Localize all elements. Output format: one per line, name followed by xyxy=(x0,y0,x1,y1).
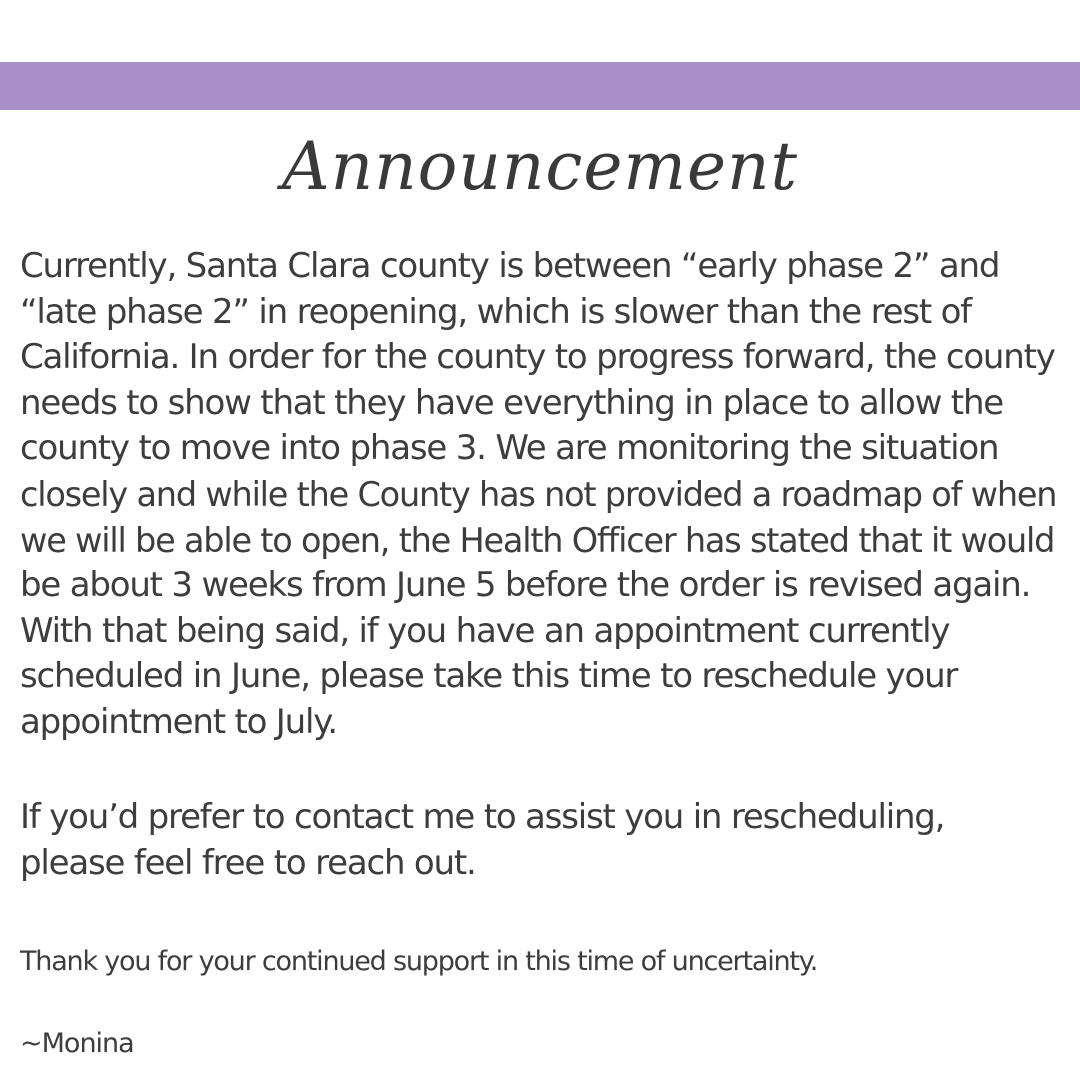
announcement-body xyxy=(20,244,1070,746)
body-line: be about 3 weeks from June 5 before the order is revised again. xyxy=(20,565,1031,606)
contact-line: please feel free to reach out. xyxy=(20,843,476,883)
announcement-title: Announcement xyxy=(281,128,799,205)
body-line: closely and while the County has not provided a roadmap of when xyxy=(20,474,1057,514)
body-line: “late phase 2” in reopening, which is slower than the rest of xyxy=(20,291,971,332)
body-line: scheduled in June, please take this time to reschedule your xyxy=(20,656,958,697)
body-line: we will be able to open, the Health Officer has stated that it would xyxy=(20,520,1055,560)
body-line: Currently, Santa Clara county is between “early phase 2” and xyxy=(20,246,1000,286)
contact-line: If you’d prefer to contact me to assist you in rescheduling, xyxy=(20,797,945,837)
body-line: county to move into phase 3. We are monitoring the situation xyxy=(20,428,999,469)
top-accent-band xyxy=(0,62,1080,110)
signature: ~Monina xyxy=(20,1028,134,1059)
contact-paragraph xyxy=(20,794,1070,886)
thank-you-line: Thank you for your continued support in this time of uncertainty. xyxy=(20,946,818,977)
body-line: With that being said, if you have an appointment currently xyxy=(20,610,950,651)
body-line: needs to show that they have everything in place to allow the xyxy=(20,382,1004,423)
body-line: California. In order for the county to progress forward, the county xyxy=(20,337,1055,378)
body-line: appointment to July. xyxy=(20,701,337,742)
